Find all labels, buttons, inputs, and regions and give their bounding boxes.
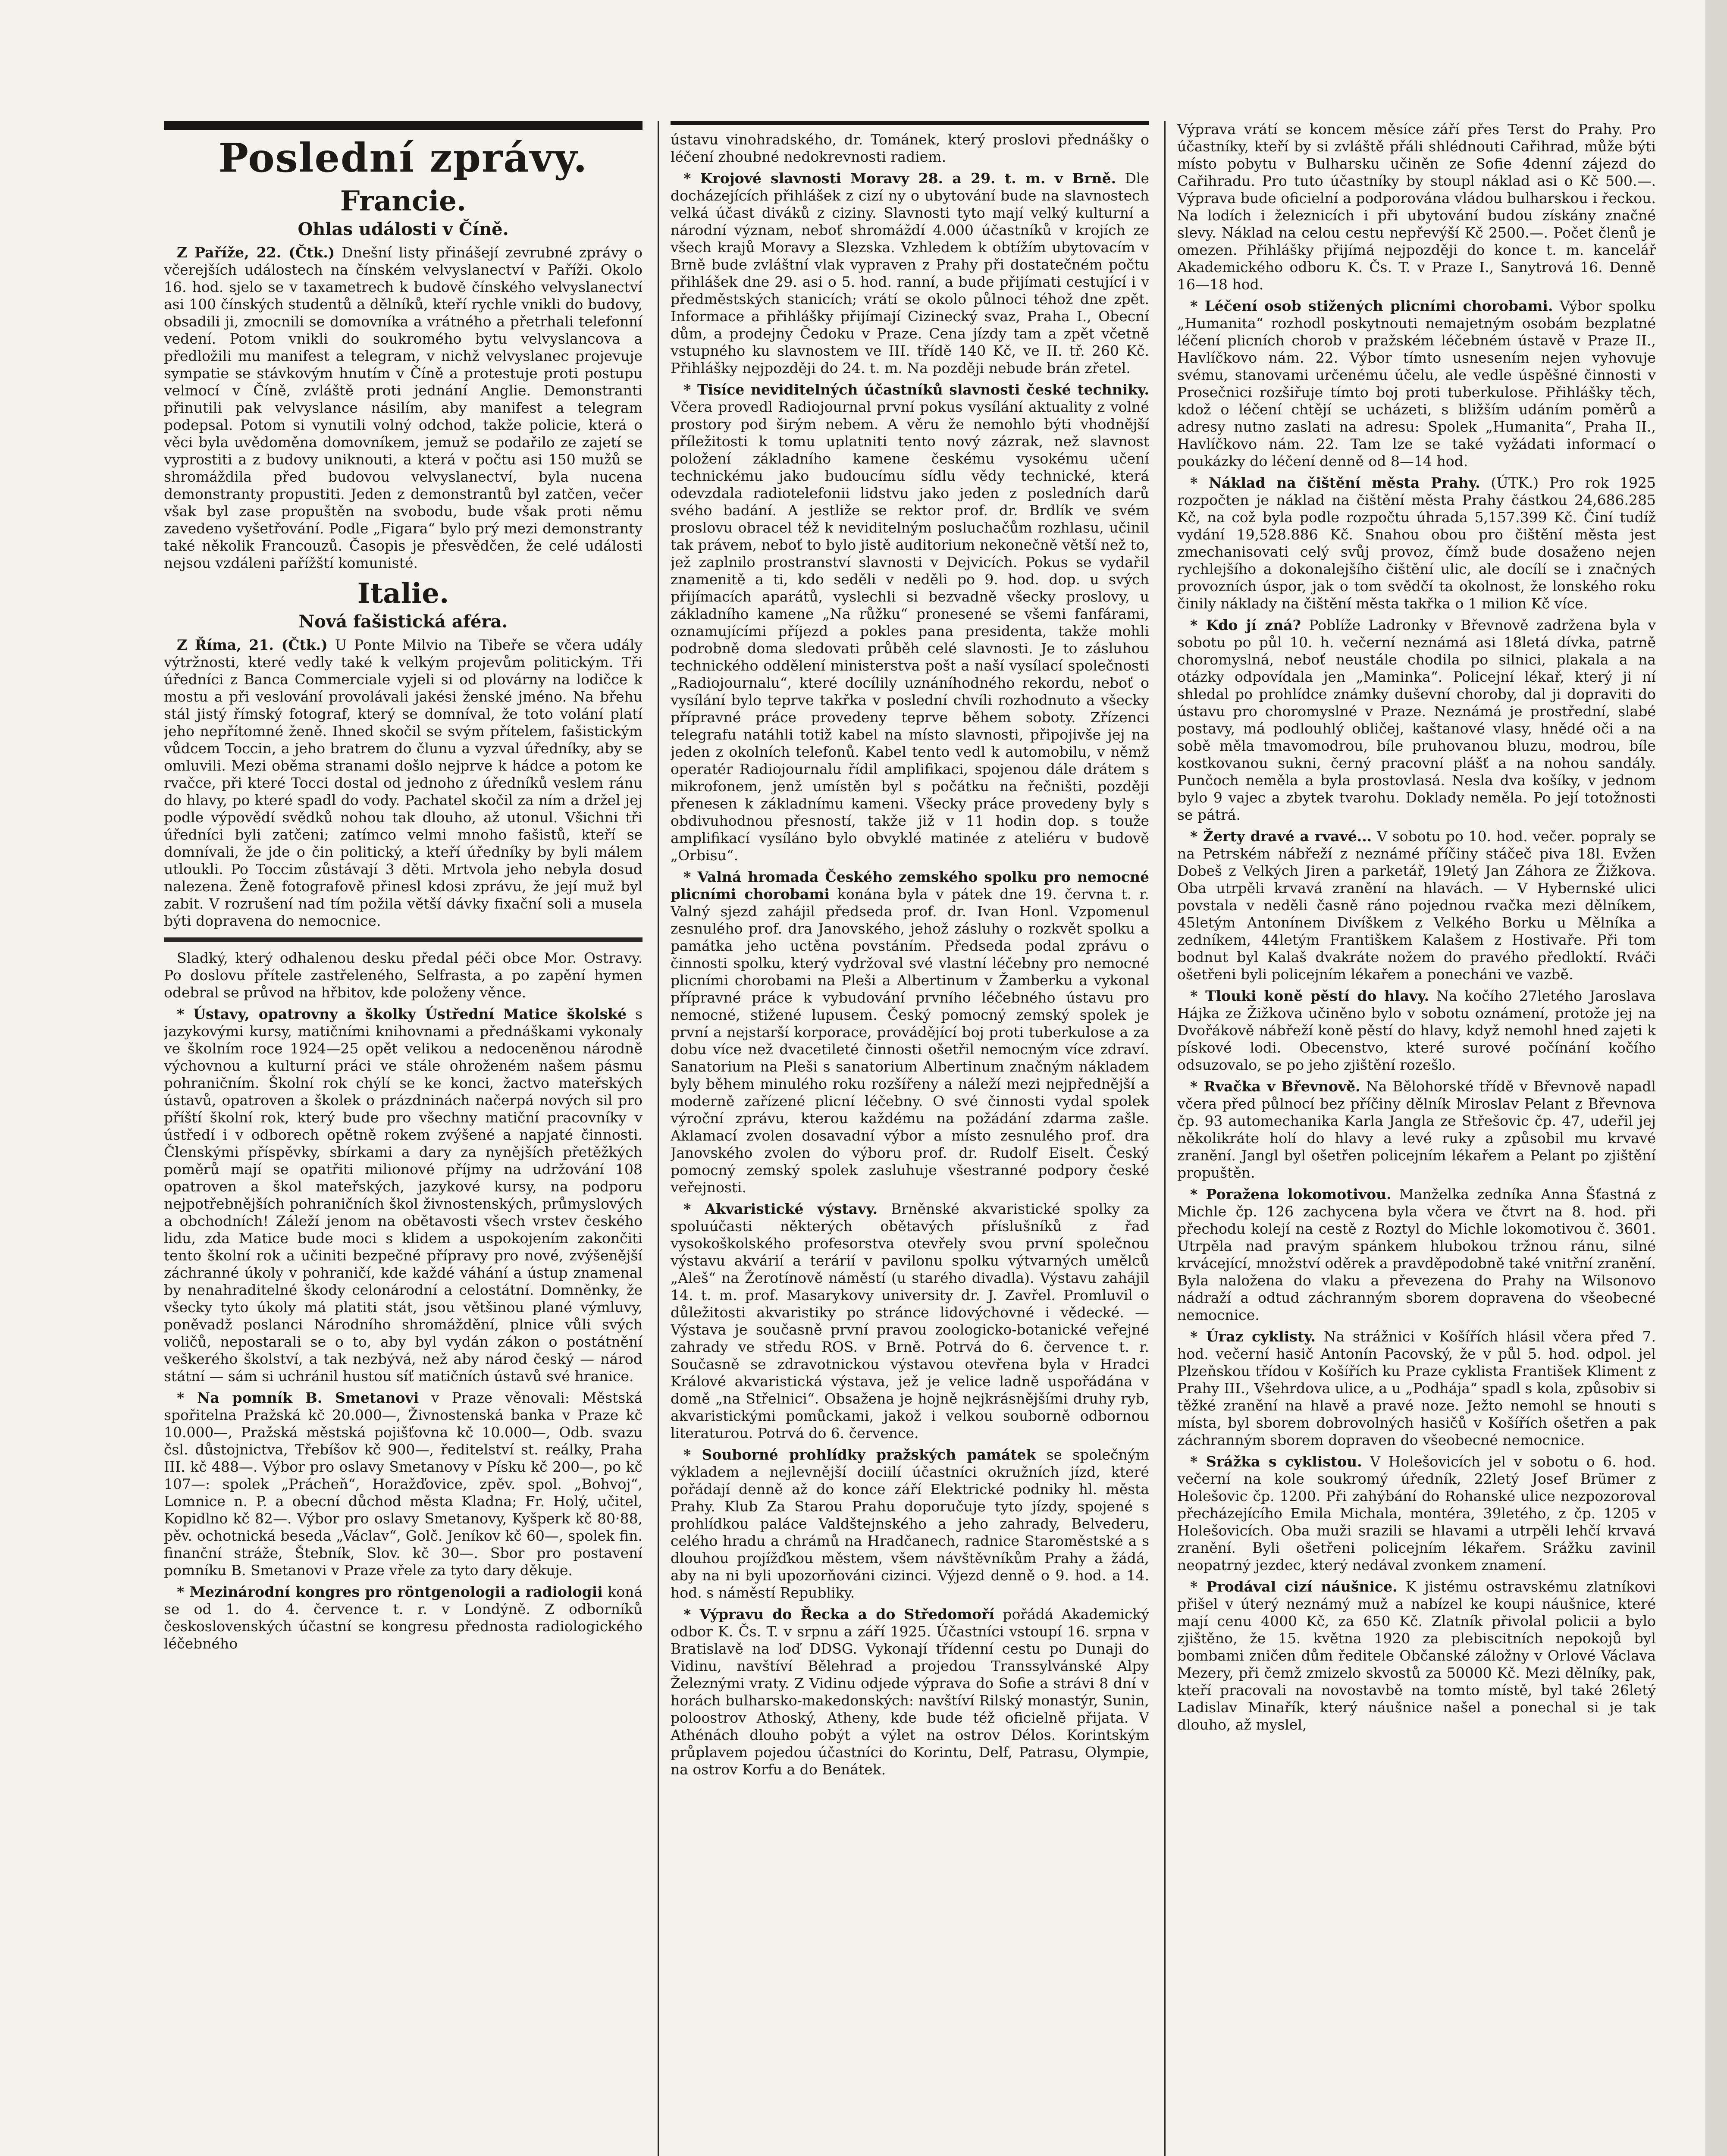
item-lead: * Na pomník B. Smetanovi <box>177 1389 419 1406</box>
item-lead: * Akvaristické výstavy. <box>683 1200 878 1217</box>
article-body <box>1177 474 1656 612</box>
section-heading-italy: Italie. <box>357 577 449 610</box>
article-body <box>1177 1328 1656 1449</box>
column-top-rule <box>671 121 1149 125</box>
dateline: Z Paříže, 22. (Čtk.) <box>177 244 335 261</box>
item-lead: * Výpravu do Řecka a do Středomoří <box>683 1606 995 1623</box>
article-text: K jistému ostravskému zlatníkovi přišel v úterý neznámý muž a nabízel ke koupi náušnice, které mají cenu 4000 Kč, za 650 Kč. Zlatník přivolal policii a bylo zjištěno, že 15. května 1920 za plebiscitních nepokojů byl bombami zničen dům ředitele Občanské záložny v Orlové Václava Mezery, při čemž zmizelo skvostů za 50000 Kč. Mezi dělníky, pak, kteří pracovali na novostavbě na tomto místě, byl také 26letý Ladislav Minařík, který náušnice našel a ponechal si je tak dlouho, až myslel, <box>1177 1578 1656 1733</box>
article-text: s jazykovými kursy, matičními knihovnami a přednáškami vykonaly ve školním roce 1924—25 opět velikou a nedoceněnou národně výchovnou a kulturní práci ve stále ohroženém našem pásmu pohraničním. Školní rok chýlí se ke konci, žactvo mateřských ústavů, opatroven a školek o prázdninách načerpá nových sil pro příští školní rok, který bude pro všechny matiční pracovníky v ústředí i v odborech opětně rokem zvýšené a napjaté činnosti. Členskými příspěvky, sbírkami a dary za nynějších přetěžkých poměrů mají se opatřiti milionové příjmy na udržování 108 opatroven a škol mateřských, jazykové kursy, na podporu nejpotřebnějších pohraničních škol živnostenských, průmyslových a obchodních! Záleží jenom na obětavosti všech vrstev českého lidu, zda Matice bude moci s klidem a uspokojením zakončiti tento školní rok a učiniti bezpečné přípravy pro nové, zvýšenější záchranné úkoly v pohraničí, kde každé váhání a ústup znamenal by nenahraditelné škody celonárodní a celostátní. Domněnky, že všecky tyto úkoly má platiti stát, jsou většinou plané výmluvy, poněvadž poslanci Národního shromáždění, plnice vůli svých voličů, nepostarali se o to, aby byl vydán zákon o postátnění veškerého školství, a tak nezbývá, než aby národ český — národ státní — sám si uchránil hustou síť matičních ústavů své hranice. <box>164 1006 643 1385</box>
item-lead: * Poražena lokomotivou. <box>1190 1186 1392 1203</box>
article-text: Dle docházejících přihlášek z cizí ny o ubytování bude na slavnostech velká účast diváků z ciziny. Slavnosti tyto mají velký kulturní a národní význam, neboť shromáždí 4.000 účastníků v krojích ze všech krajů Moravy a Slezska. Vzhledem k obtížím ubytovacím v Brně bude zvláštní vlak vypraven z Prahy při dostatečném počtu přihlášek dne 29. asi o 5. hod. ranní, a bude přijímati cestující i v předměstských stanicích; vrátí se okolo půlnoci téhož dne zpět. Informace a přihlášky přijímají Cizinecký svaz, Praha I., Obecní dům, a prodejny Čedoku v Praze. Cena jízdy tam a zpět včetně vstupného ku slavnostem ve III. třídě 140 Kč, ve II. tř. 260 Kč. Přihlášky nejpozději do 24. t. m. Na později nebude brán zřetel. <box>671 170 1149 376</box>
article-text: pořádá Akademický odbor K. Čs. T. v srpnu a září 1925. Účastníci vstoupí 16. srpna v Bratislavě na loď DDSG. Vykonají třídenní cestu po Dunaji do Vidinu, navštíví Bělehrad a projedou Transsylvánské Alpy Železnými vraty. Z Vidinu odjede výprava do Sofie a strávi 8 dní v horách bulharsko-makedonských: navštíví Rilský monastýr, Sunin, poloostrov Athoský, Atheny, kde bude též oficielně přijata. V Athénách dlouho pobýt a výlet na ostrov Délos. Korintským průplavem pojedou účastníci do Korintu, Delf, Patrasu, Olympie, na ostrov Korfu a do Benátek. <box>671 1606 1149 1778</box>
item-lead: * Tisíce neviditelných účastníků slavnosti české techniky. <box>683 381 1149 398</box>
column-rule <box>1164 121 1166 2156</box>
item-lead: * Tlouki koně pěstí do hlavy. <box>1190 987 1429 1004</box>
article-text: koná se od 1. do 4. července t. r. v Londýně. Z odborníků československých účastní se kongresu přednosta radiologického léčebného <box>164 1583 643 1652</box>
article-text: konána byla v pátek dne 19. června t. r. Valný sjezd zahájil předseda prof. dr. Ivan Honl. Vzpomenul zesnulého prof. dra Janovského, jehož zásluhy o rozkvět spolku a památka jeho uctěna povstáním. Předseda podal zprávu o činnosti spolku, který vydržoval své vlastní léčebny pro nemocné plicními chorobami na Pleši a Albertinum v Žamberku a vykonal přípravné práce k vybudování prvního léčebného ústavu pro nemocné, stižené lupusem. Český pomocný zemský spolek je první a nejstarší korporace, provádějící boj proti tuberkulose a za dobu více než dvacetileté činnosti ošetřil nemocným více zdraví. Sanatorium na Pleši s sanatorium Albertinum značným nákladem byly během minulého roku rozšířeny a náleží mezi nejpřednější a moderně zařízené plicní léčebny. O své činnosti vydal spolek výroční zprávu, kterou každému na požádání zdarma zašle. Aklamací zvolen dosavadní výbor a místo zesnulého prof. dra Janovského zvolen do výboru prof. dr. Rudolf Eiselt. Český pomocný zemský spolek zasluhuje všestranné podpory české veřejnosti. <box>671 886 1149 1196</box>
section-heading-france: Francie. <box>340 185 467 217</box>
article-text: se společným výkladem a nejlevnější dociilí účastníci okružních jízd, které pořádají denně až do konce září Elektrické podniky hl. města Prahy. Klub Za Starou Prahu doporučuje tyto jízdy, spojené s prohlídkou paláce Valdštejnského a jeho zahrady, Belvederu, celého hradu a chrámů na Hradčanech, radnice Staroměstské a s dlouhou projížďkou městem, všem návštěvníkům Prahy a žádá, aby na ni byli upozorňováni cizinci. Výjezd denně o 9. hod. a 14. hod. s náměstí Republiky. <box>671 1446 1149 1601</box>
masthead-rule <box>164 121 643 130</box>
article-title: Ohlas události v Číně. <box>298 219 509 239</box>
article-text: Výbor spolku „Humanita“ rozhodl poskytnouti nemajetným osobám bezplatné léčení plicních chorob v pražském léčebném ústavě v Praze II., Havlíčkovo nám. 22. Výbor tímto usnesením nejen vyhovuje svému, stanovami určenému účelu, ale vedle úspěšné činnosti v Prosečnici rozšiřuje tímto boj proti tuberkulose. Přihlášky těch, kdož o léčení chtějí se ucházeti, s bližším udáním poměrů a adresy nutno zaslati na adresu: Spolek „Humanita“, Praha II., Havlíčkovo nám. 22. Tam lze se také vyžádati informací o poukázky do léčení denně od 8—14 hod. <box>1177 298 1656 470</box>
article-text: Na strážnici v Košířích hlásil včera před 7. hod. večerní hasič Antonín Pacovský, že v půl 5. hod. odpol. jel Plzeňskou třídou v Košířích ku Praze cyklista František Kliment z Prahy III., Všehrdova ulice, a u „Podhája“ spadl s kola, způsobiv si těžké zranění na hlavě a pravé noze. Ježto nemohl se hnouti s místa, byl sborem dobrovolných hasičů v Košířích ošetřen a pak záchranným sborem dopraven do všeobecné nemocnice. <box>1177 1328 1656 1448</box>
item-lead: * Mezinárodní kongres pro röntgenologii a radiologii <box>177 1583 603 1600</box>
item-lead: * Léčení osob stižených plicními chorobami. <box>1190 298 1553 314</box>
article-text: Poblíže Ladronky v Břevnově zadržena byla v sobotu po půl 10. h. večerní neznámá asi 18letá dívka, patrně choromyslná, neboť neustále chodila po silnici, plakala a na otázky odpovídala jen „Maminka“. Policejní lékař, který ji ní shledal po prohlídce známky duševní choroby, dal ji dopraviti do ústavu pro choromyslné v Praze. Neznámá je prostřední, slabé postavy, má podlouhlý obličej, kaštanové vlasy, hnědé oči a na sobě měla tmavomodrou, bíle pruhovanou bluzu, modrou, bíle kostkovanou sukni, černý pracovní plášť a na nohou sandály. Punčoch neměla a byla prostovlasá. Nesla dva košíky, v jednom bylo 9 vajec a zbytek tvarohu. Doklady neměla. Po její totožnosti se pátrá. <box>1177 617 1656 823</box>
dateline: Z Říma, 21. (Čtk.) <box>177 636 328 653</box>
item-lead: * Krojové slavnosti Moravy 28. a 29. t. m. v Brně. <box>683 170 1116 187</box>
article-body <box>1177 1078 1656 1181</box>
article-text: Brněnské akvaristické spolky za spoluúčasti některých obětavých příslušníků z řad vysokoškolského profesorstva otevřely svou první společnou výstavu akvárií a terárií v pavilonu spolku výtvarných umělců „Aleš“ na Žerotínově náměstí (u starého divadla). Výstavu zahájil 14. t. m. prof. Masarykovy university dr. J. Zavřel. Promluvil o důležitosti akvaristiky po stránce lidovýchovné i vědecké. — Výstava je současně první pravou zoologicko-botanické veřejné zahrady ve středu ROS. v Brně. Potrvá do 6. července t. r. Současně se zdravotnickou výstavou otevřena byla v Hradci Králové akvaristická výstava, jež je velice ladně uspořádána v domě „na Střelnici“. Obsažena je hojně nejkrásnějšími druhy ryb, akvaristickými pomůckami, jakož i velkou souborně odbornou literaturou. Potrvá do 6. července. <box>671 1200 1149 1442</box>
article-text: Na kočího 27letého Jaroslava Hájka ze Žižkova učiněno bylo v sobotu oznámení, protože jej na Dvořákově nábřeží koně pěstí do hlavy, když nemohl hned zajeti k pískové lodi. Obecenstvo, které surové počínání kočího odsuzovalo, se po jeho zjištění rozešlo. <box>1177 987 1656 1073</box>
column-1 <box>164 121 643 2156</box>
article-text: v Praze věnovali: Městská spořitelna Pražská kč 20.000—, Živnostenská banka v Praze kč 10.000—, Pražská městská pojišťovna kč 10.000—, Odb. svazu čsl. důstojnictva, Třebíšov kč 900—, ředitelství st. reálky, Praha III. kč 488—. Výbor pro oslavy Smetanovy v Písku kč 200—, po kč 107—: spolek „Prácheň“, Horažďovice, zpěv. spol. „Bohvoj“, Lomnice n. P. a obecní důchod města Kladna; Fr. Holý, učitel, Kopidlno kč 82—. Výbor pro oslavy Smetanovy, Kyšperk kč 80·88, pěv. ochotnická beseda „Václav“, Golč. Jeníkov kč 60—, spolek fin. finanční stráže, Štebník, Slov. kč 30—. Sbor pro postavení pomníku B. Smetanovi v Praze vřele za tyto dary děkuje. <box>164 1389 643 1579</box>
article-text: (ÚTK.) Pro rok 1925 rozpočten je náklad na čištění města Prahy částkou 24,686.285 Kč, na což byla podle rozpočtu úhrada 5,157.399 Kč. Činí tudíž vydání 19,528.886 Kč. Snahou obou pro čištění města jest zmechanisovati celý svůj provoz, čímž bude dosaženo nejen rychlejšího a dokonalejšího čištění ulic, ale docílí se i značných provozních úspor, jak o tom svědčí ta okolnost, že lonského roku činily náklady na čištění města takřka o 1 milion Kč více. <box>1177 474 1656 612</box>
article-body <box>671 170 1149 377</box>
item-lead: * Srážka s cyklistou. <box>1190 1453 1362 1470</box>
article-body <box>164 1583 643 1652</box>
article-body <box>671 1200 1149 1442</box>
article-body <box>1177 987 1656 1074</box>
column-rule <box>658 121 659 2156</box>
item-lead: * Ústavy, opatrovny a školky Ústřední Matice školské <box>177 1006 627 1022</box>
item-lead: * Rvačka v Břevnově. <box>1190 1078 1360 1095</box>
article-text: Včera provedl Radiojournal první pokus vysílání aktuality z volné prostory pod širým nebem. A věru že nemohlo býti vhodnější příležitosti k tomu uplatniti tento nový zázrak, než slavnost položení základního kamene českému vysokému učení technickému jako budoucímu sídlu vědy technické, která odevzdala radiotelefonii lidstvu jako jeden z posledních darů svého badání. A jestliže se rektor prof. dr. Brdlík ve svém proslovu obracel též k neviditelným posluchačům rozhlasu, učinil tak právem, neboť to bylo jistě auditorium nekonečně větší než to, jež zaplnilo prostranství slavnosti v Dejvicích. Pokus se vydařil znamenitě a ti, kdo seděli v neděli po 9. hod. dop. u svých přijímacích aparátů, vyslechli si bezvadně všecky proslovy, u základního kamene „Na růžku“ pronesené se všemi fanfárami, oznamujícími příjezd a pokles pana presidenta, takže mohli podrobně doma sledovati průběh celé slavnosti. Je to zásluhou technického oddělení ministerstva pošt a naší vysílací společnosti „Radiojournalu“, které docílily uznáníhodného rekordu, neboť o vysílání bylo teprve takřka v poslední chvíli rozhodnuto a všecky přípravné práce provedeny teprve během soboty. Zřízenci telegrafu natáhli totiž kabel na místo slavnosti, připojivše jej na jeden z okolních telefonů. Kabel tento vedl k automobilu, v němž operatér Radiojournalu řídil amplifikaci, spojenou dále drátem s mikrofonem, jenž umístěn byl s počátku na řečništi, později přenesen k základnímu kameni. Všecky práce provedeny byly s obdivuhodnou přesností, takže již v 11 hodin dop. s touže amplifikací vysíláno bylo obvyklé matinée z ateliéru v budově „Orbisu“. <box>671 398 1149 864</box>
item-lead: * Valná hromada Českého zemského spolku pro nemocné plicními chorobami <box>671 868 1149 903</box>
article-text: Manželka zedníka Anna Šťastná z Michle čp. 126 zachycena byla včera ve čtvrt na 8. hod. při přechodu kolejí na cestě z Roztyl do Michle lokomotivou č. 3601. Utrpěla nad pravým spánkem hlubokou tržnou ránu, silné krvácející, množství oděrek a pravděpodobně také vnitřní zranění. Byla naložena do vlaku a převezena do Prahy na Wilsonovo nádraží a odtud záchranným sborem dopravena do všeobecné nemocnice. <box>1177 1186 1656 1323</box>
article-text: Dnešní listy přinášejí zevrubné zprávy o včerejších událostech na čínském velvyslanectví v Paříži. Okolo 16. hod. sjelo se v taxametrech k budově čínského velvyslanectví asi 100 čínských studentů a dělníků, kteří rychle vnikli do budovy, obsadili ji, zmocnili se domovníka a vrátného a přetrhali telefonní vedení. Potom vnikli do soukromého bytu velvyslancova a předložili mu manifest a telegram, v nichž velvyslanec projevuje sympatie se stávkovým hnutím v Číně a protestuje proti postupu velmocí v Číně, zvláště proti jednání Anglie. Demonstranti přinutili pak velvyslance násilím, aby manifest a telegram podepsal. Potom si vynutili volný odchod, takže policie, která o věci byla uvědoměna domovníkem, jemuž se podařilo ze zajetí se vyprostiti a z budovy uniknouti, a která v počtu asi 150 mužů se shromáždila před budovou velvyslanectví, byla nucena demonstranty propustiti. Jeden z demonstrantů byl zatčen, večer však byl zase propuštěn na svobodu, bude však proti němu zavedeno vyšetřování. Podle „Figara“ bylo prý mezi demonstranty také několik Francouzů. Časopis je přesvědčen, že celé události nejsou vzdáleni pařížští komunisté. <box>164 244 643 571</box>
section-divider <box>164 937 643 942</box>
item-lead: * Prodával cizí náušnice. <box>1190 1578 1398 1595</box>
newspaper-page <box>164 121 1682 2156</box>
article-body <box>1177 298 1656 470</box>
article-body <box>164 1389 643 1579</box>
article-title: Nová fašistická aféra. <box>298 611 508 632</box>
column-2 <box>671 121 1149 2156</box>
article-text: V sobotu po 10. hod. večer. popraly se na Petrském nábřeží z neznámé příčiny stáčeč piva 18l. Evžen Dobeš z Velkých Jiren a parketář, 19letý Jan Záhora ze Žižkova. Oba utrpěli krvavá zranění na hlavách. — V Hybernské ulici povstala v neděli časně ráno pojednou rvačka mezi dělníkem, 45letým Antonínem Divíškem z Velkého Borku u Mělníka a zedníkem, 44letým Františkem Kalašem z Hostivaře. Při tom bodnut byl Kalaš dvakráte nožem do pravého předloktí. Rváči ošetřeni byli policejním lékařem a ponecháni ve vazbě. <box>1177 828 1656 983</box>
article-body <box>164 1006 643 1385</box>
article-body <box>164 244 643 572</box>
article-body <box>1177 828 1656 983</box>
article-body <box>1177 617 1656 824</box>
article-body <box>671 1446 1149 1601</box>
item-lead: * Úraz cyklisty. <box>1190 1328 1316 1345</box>
article-body <box>671 381 1149 864</box>
item-lead: * Žerty dravé a rvavé... <box>1190 828 1372 845</box>
article-body <box>164 636 643 930</box>
item-lead: * Náklad na čištění města Prahy. <box>1190 474 1480 491</box>
article-body: Sladký, který odhalenou desku předal péči obce Mor. Ostravy. Po doslovu přítele zastřeleného, Selfrasta, a po zapění hymen odebral se průvod na hřbitov, kde položeny věnce. <box>164 950 643 1001</box>
column-3 <box>1177 121 1656 2156</box>
item-lead: * Kdo jí zná? <box>1190 617 1301 633</box>
article-body: Výprava vrátí se koncem měsíce září přes Terst do Prahy. Pro účastníky, kteří by si zvláště přáli shlédnouti Cařihrad, může býti místo pobytu v Bulharsku učiněn ze Sofie 4denní zájezd do Cařihradu. Pro tuto účastníky by stoupl náklad asi o Kč 500.—. Výprava bude oficielní a podporována vládou bulharskou i řeckou. Na lodích i železnicích i při ubytování budou získány značné slevy. Náklad na celou cestu nepřevýší Kč 2500.—. Počet členů je omezen. Přihlášky přijímá nejpozději do konce t. m. kancelář Akademického odboru K. Čs. T. v Praze I., Sanytrová 16. Denně 16—18 hod. <box>1177 121 1656 293</box>
item-lead: * Souborné prohlídky pražských památek <box>683 1446 1036 1463</box>
scan-edge <box>1705 0 1727 2156</box>
article-body <box>1177 1578 1656 1733</box>
article-text: U Ponte Milvio na Tibeře se včera udály výtržnosti, které vedly také k velkým projevům politickým. Tři úředníci z Banca Commerciale vyjeli si od plovárny na lodičce k mostu a při veslování provolávali jakési ženské jméno. Na břehu stál jistý římský fotograf, který se domníval, že toto volání platí jeho nepřítomné ženě. Ihned skočil se svým přítelem, fašistickým vůdcem Toccin, a jeho bratrem do člunu a vyzval úředníky, aby se omluvili. Mezi oběma stranami došlo nejprve k hádce a potom ke rvačce, při které Tocci dostal od jednoho z úředníků veslem ránu do hlavy, po které spadl do vody. Pachatel skočil za ním a držel jej podle výpovědí svědků nohou tak dlouho, až utonul. Všichni tři úředníci byli zatčeni; zatímco velmi mnoho fašistů, kteří se domnívali, že jde o čin politický, a kteří úředníky by byli málem utloukli. Po Toccim zůstávají 3 děti. Mrtvola jeho nebyla dosud nalezena. Ženě fotografově přinesl kdosi zprávu, že její muž byl zabit. V rozrušení nad tím požila větší dávky fixační soli a musela býti dopravena do nemocnice. <box>164 636 643 929</box>
article-text: Na Bělohorské třídě v Břevnově napadl včera před půlnocí bez příčiny dělník Miroslav Pelant z Břevnova čp. 93 automechanika Karla Jangla ze Střešovic čp. 47, udeřil jej několikráte holí do hlavy a levé ruky a způsobil mu krvavé zranění. Jangl byl ošetřen policejním lékařem a Pelant po zjištění propuštěn. <box>1177 1078 1656 1181</box>
article-body: ústavu vinohradského, dr. Tománek, který proslovi přednášky o léčení zhoubné nedokrevnosti radiem. <box>671 131 1149 165</box>
article-body <box>671 868 1149 1196</box>
article-body <box>671 1606 1149 1778</box>
article-body <box>1177 1186 1656 1324</box>
article-text: V Holešovicích jel v sobotu o 6. hod. večerní na kole soukromý úředník, 22letý Josef Brümer z Holešovic čp. 1200. Při zahýbání do Rohanské ulice nezpozoroval přecházejícího Emila Michala, montéra, 39letého, z čp. 1205 v Holešovicích. Oba muži srazili se hlavami a utrpěli lehčí krvavá zranění. Byli ošetřeni policejním lékařem. Srážku zavinil neopatrný jezdec, který nedával zvonkem znamení. <box>1177 1453 1656 1573</box>
article-body <box>1177 1453 1656 1574</box>
masthead: Poslední zprávy. <box>218 135 588 181</box>
